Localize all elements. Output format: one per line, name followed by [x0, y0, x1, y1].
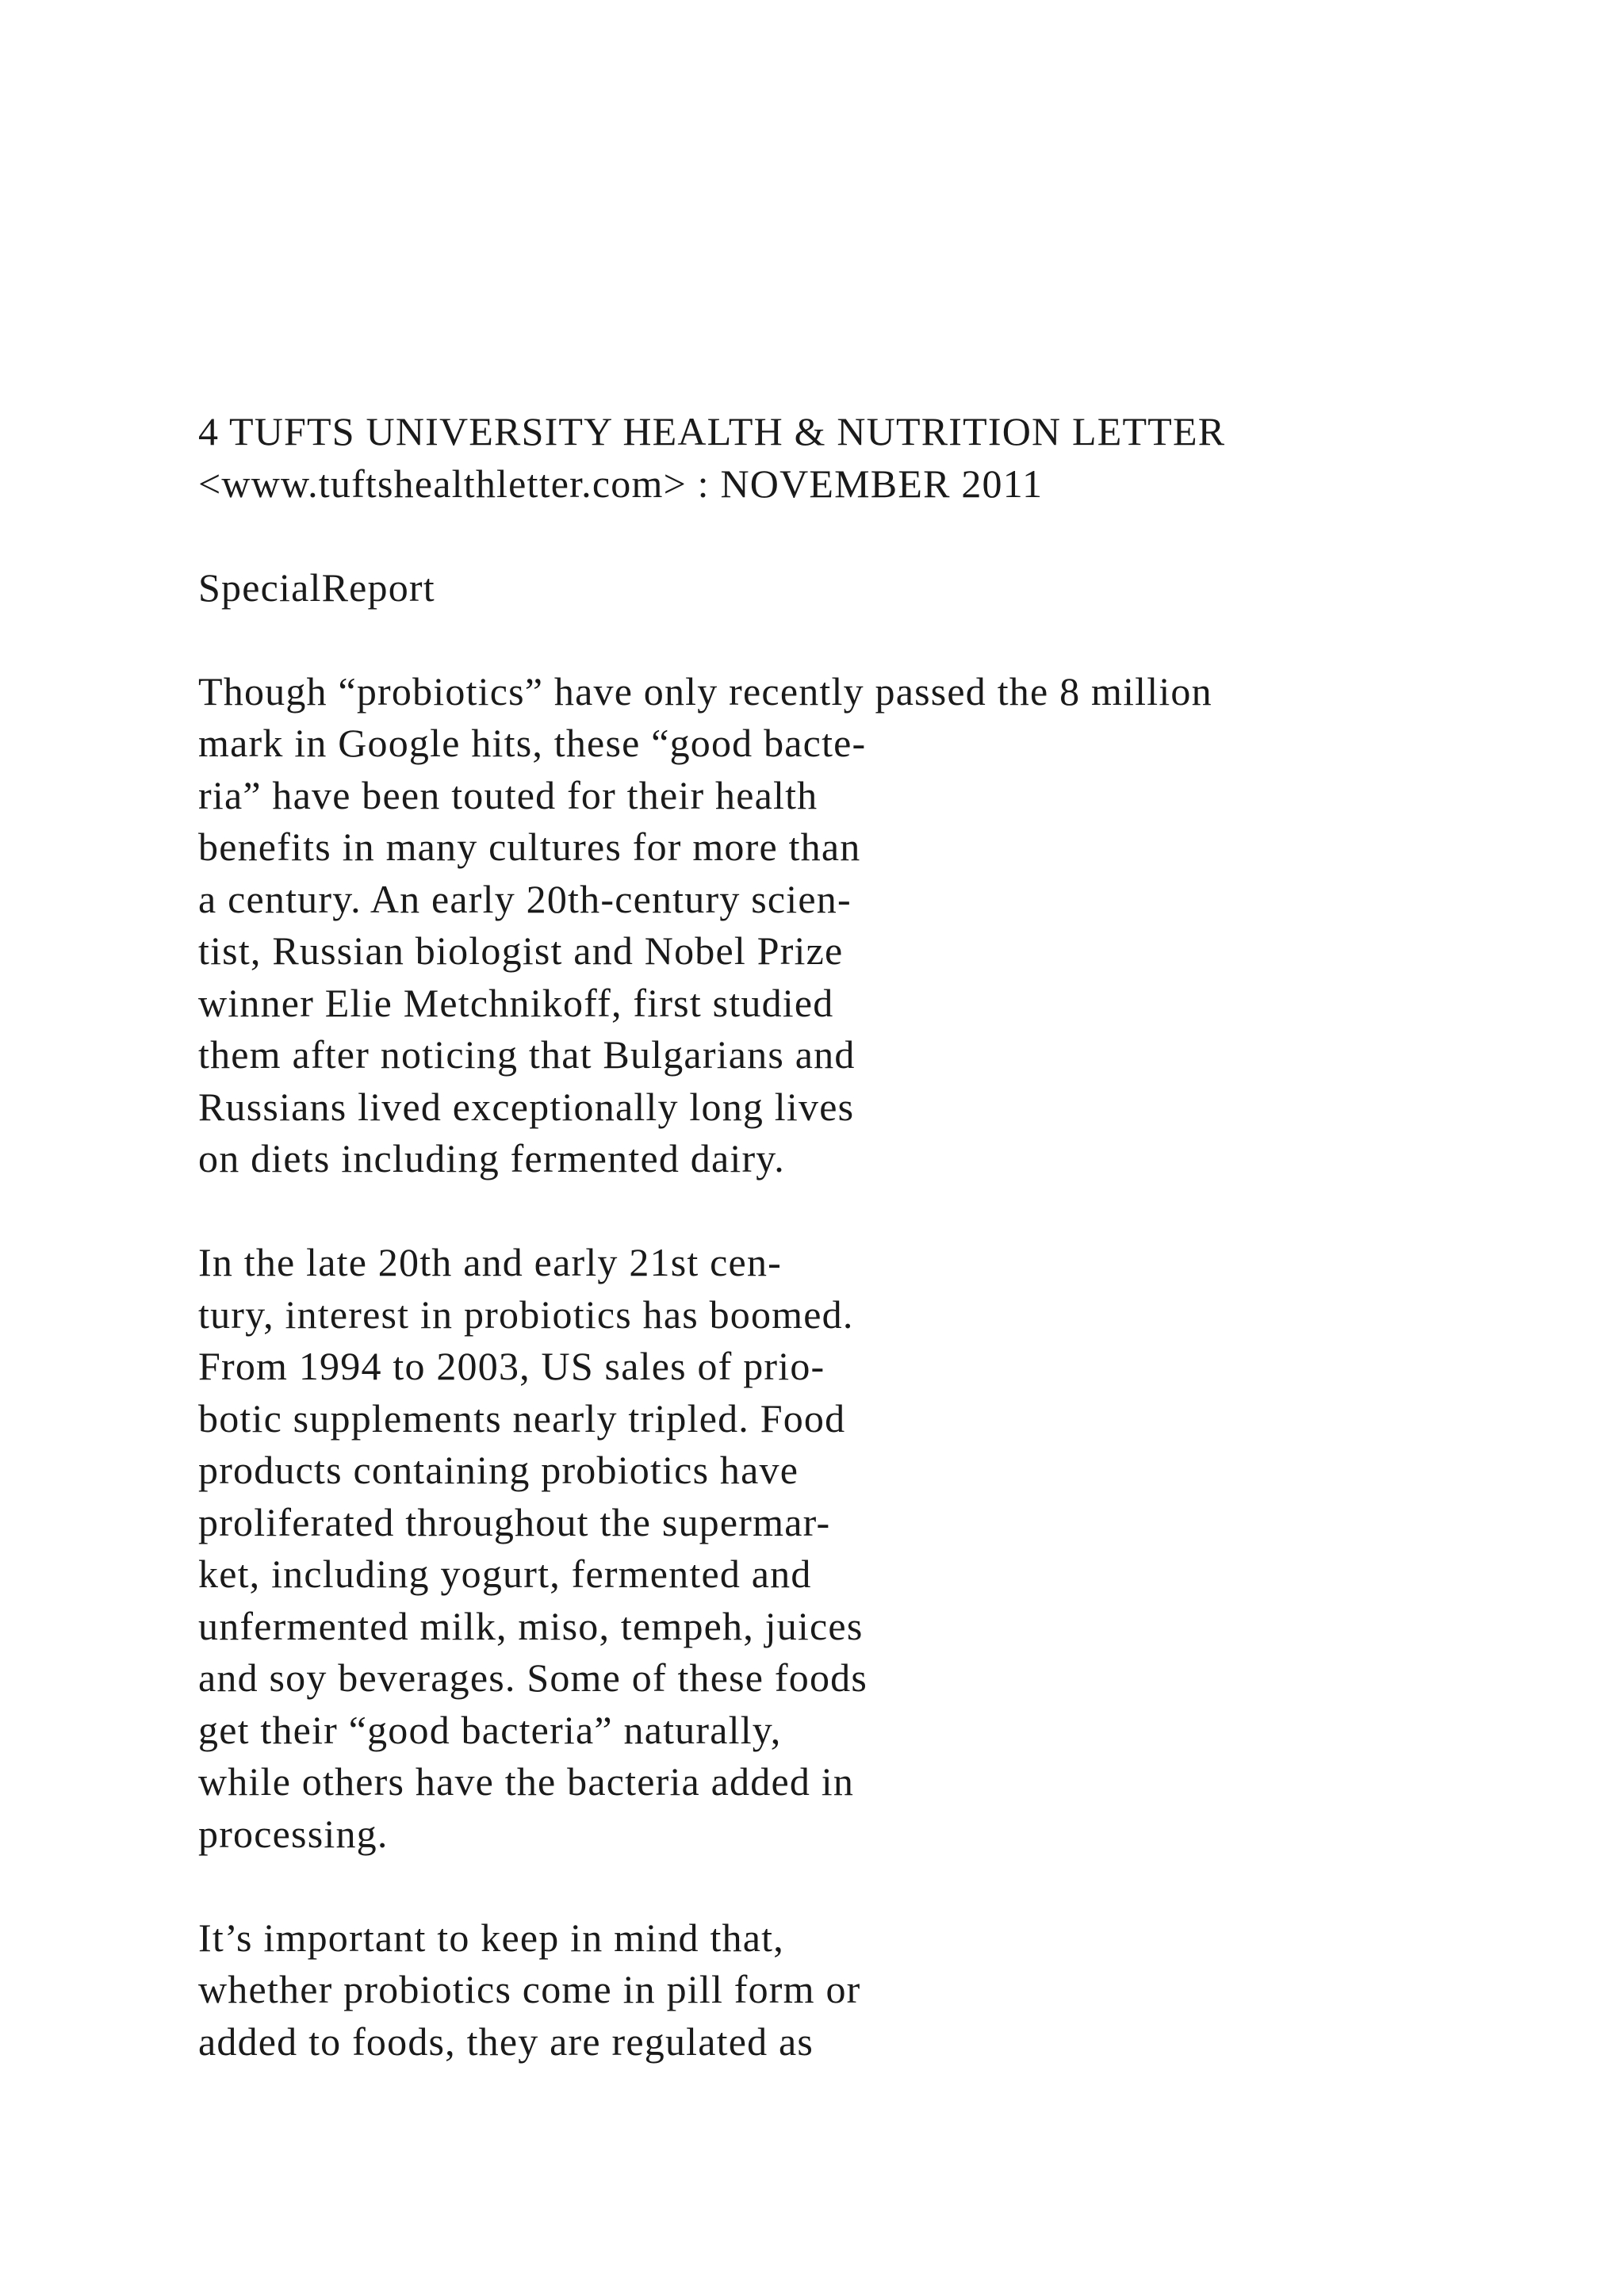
paragraph-line: From 1994 to 2003, US sales of prio-: [198, 1344, 825, 1388]
spacer: [198, 510, 1594, 562]
paragraph-line: proliferated throughout the supermar-: [198, 1499, 831, 1544]
paragraph-line: Though “probiotics” have only recently passed the 8 million: [198, 668, 1212, 714]
paragraph-line: ket, including yogurt, fermented and: [198, 1552, 812, 1596]
paragraph-line: added to foods, they are regulated as: [198, 2019, 814, 2064]
spacer: [198, 614, 1594, 666]
paragraph-2: [198, 1237, 1594, 1860]
paragraph-line: It’s important to keep in mind that,: [198, 1915, 784, 1960]
paragraph-line: whether probiotics come in pill form or: [198, 1967, 861, 2011]
paragraph-1: [198, 666, 1594, 1185]
paragraph-line: unfermented milk, miso, tempeh, juices: [198, 1603, 864, 1648]
section-label: SpecialReport: [198, 564, 435, 610]
paragraph-line: In the late 20th and early 21st cen-: [198, 1240, 782, 1284]
paragraph-line: a century. An early 20th-century scien-: [198, 876, 852, 921]
paragraph-line: Russians lived exceptionally long lives: [198, 1084, 855, 1129]
paragraph-line: mark in Google hits, these “good bacte-: [198, 721, 867, 765]
paragraph-3: [198, 1912, 1594, 2068]
paragraph-line: products containing probiotics have: [198, 1448, 799, 1492]
spacer: [198, 1185, 1594, 1238]
newsletter-header-line-1: 4 TUFTS UNIVERSITY HEALTH & NUTRITION LETTER: [198, 409, 1226, 453]
paragraph-line: while others have the bacteria added in: [198, 1759, 855, 1804]
paragraph-line: get their “good bacteria” naturally,: [198, 1707, 782, 1752]
paragraph-line: winner Elie Metchnikoff, first studied: [198, 980, 834, 1025]
paragraph-line: benefits in many cultures for more than: [198, 825, 861, 869]
newsletter-header-line-2: <www.tuftshealthletter.com> : NOVEMBER 2011: [198, 461, 1044, 506]
paragraph-line: tury, interest in probiotics has boomed.: [198, 1292, 854, 1337]
document-body: [198, 406, 1594, 2068]
paragraph-line: them after noticing that Bulgarians and: [198, 1032, 856, 1077]
paragraph-line: and soy beverages. Some of these foods: [198, 1655, 868, 1700]
paragraph-line: tist, Russian biologist and Nobel Prize: [198, 928, 844, 973]
paragraph-line: botic supplements nearly tripled. Food: [198, 1395, 846, 1441]
spacer: [198, 1860, 1594, 1912]
paragraph-line: processing.: [198, 1811, 389, 1856]
paragraph-line: on diets including fermented dairy.: [198, 1136, 785, 1181]
paragraph-line: ria” have been touted for their health: [198, 772, 818, 817]
